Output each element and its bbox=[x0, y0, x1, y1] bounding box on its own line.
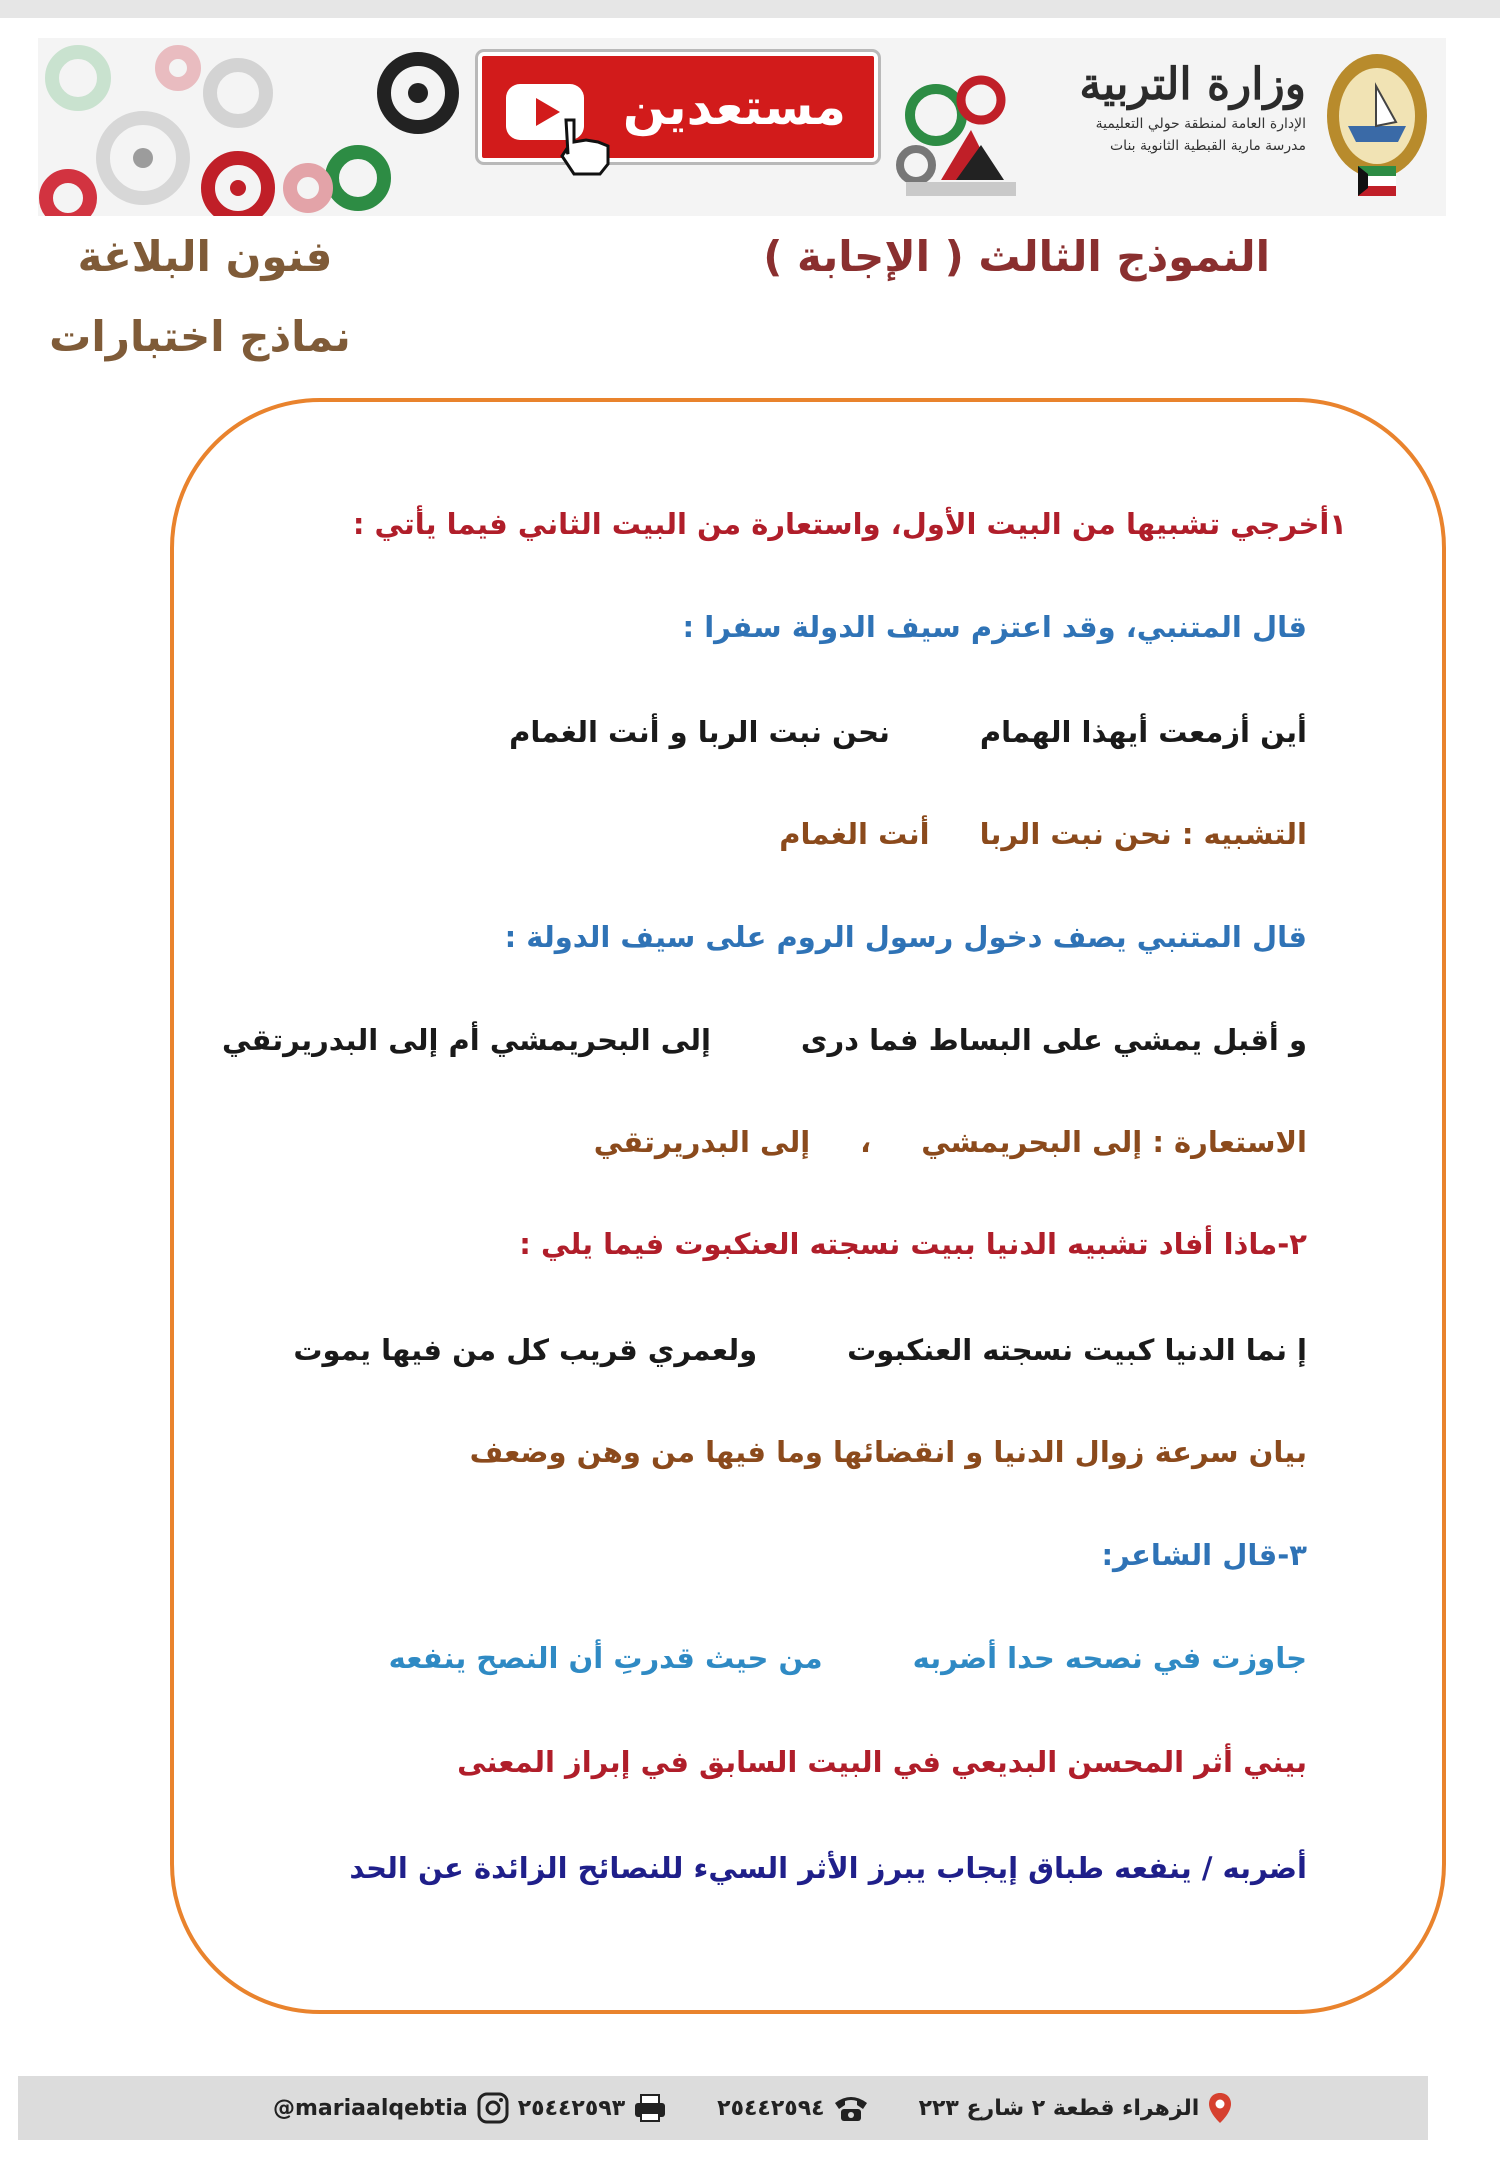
phone-icon bbox=[833, 2093, 869, 2123]
answer-2-prefix: الاستعارة : إلى البحريمشي bbox=[921, 1125, 1307, 1159]
verse-3-first-half: إ نما الدنيا كبيت نسجته العنكبوت bbox=[847, 1333, 1307, 1367]
verse-1-second-half: نحن نبت الربا و أنت الغمام bbox=[509, 715, 890, 749]
top-border bbox=[0, 0, 1500, 18]
instagram-icon bbox=[476, 2091, 510, 2125]
verse-4-first-half: جاوزت في نصحه حدا أضربه bbox=[912, 1641, 1307, 1675]
answer-1 bbox=[779, 814, 1307, 854]
footer-contacts bbox=[273, 2090, 1241, 2126]
answer-2-separator: ، bbox=[860, 1125, 872, 1159]
question-1-intro-2: قال المتنبي يصف دخول رسول الروم على سيف الدولة : bbox=[504, 920, 1307, 954]
answer-1-second: أنت الغمام bbox=[779, 817, 930, 851]
verse-2-first-half: و أقبل يمشي على البساط فما درى bbox=[800, 1023, 1307, 1057]
location-pin-icon bbox=[1207, 2091, 1233, 2125]
subject-title: فنون البلاغة bbox=[77, 232, 333, 281]
verse-1-first-half: أين أزمعت أيهذا الهمام bbox=[979, 715, 1307, 749]
answer-1-prefix: التشبيه : نحن نبت الربا bbox=[979, 817, 1307, 851]
address-text: الزهراء قطعة ٢ شارع ٢٢٣ bbox=[918, 2095, 1200, 2121]
instagram-handle[interactable]: @mariaalqebtia bbox=[273, 2095, 468, 2121]
verse-3 bbox=[293, 1330, 1307, 1370]
fax-number: ٢٥٤٤٢٥٩٣ bbox=[517, 2095, 626, 2121]
verse-4-second-half: من حيث قدرتِ أن النصح ينفعه bbox=[388, 1641, 823, 1675]
verse-4 bbox=[389, 1638, 1307, 1678]
kuwait-emblem-icon bbox=[1318, 46, 1436, 206]
subject-subtitle: نماذج اختبارات bbox=[49, 312, 351, 361]
answer-frame bbox=[170, 398, 1446, 2014]
page-title: النموذج الثالث ( الإجابة ) bbox=[763, 232, 1270, 281]
phone-number: ٢٥٤٤٢٥٩٤ bbox=[717, 2095, 825, 2121]
ministry-text bbox=[1006, 58, 1306, 154]
question-3-task: بيني أثر المحسن البديعي في البيت السابق في إبراز المعنى bbox=[457, 1745, 1307, 1779]
verse-2-second-half: إلى البحريمشي أم إلى البدريرتقي bbox=[222, 1023, 711, 1057]
answer-4: أضربه / ينفعه طباق إيجاب يبرز الأثر السيء للنصائح الزائدة عن الحد bbox=[349, 1851, 1307, 1885]
ministry-title: وزارة التربية bbox=[1079, 59, 1306, 110]
hand-cursor-icon bbox=[556, 116, 626, 176]
footer-bar bbox=[18, 2076, 1428, 2140]
question-1: ١أخرجي تشبيها من البيت الأول، واستعارة من البيت الثاني فيما يأتي : bbox=[352, 507, 1347, 541]
ministry-subtitle: الإدارة العامة لمنطقة حولي التعليمية bbox=[1095, 116, 1306, 132]
answer-3: بيان سرعة زوال الدنيا و انقضائها وما فيها من وهن وضعف bbox=[469, 1435, 1307, 1469]
verse-1 bbox=[509, 712, 1307, 752]
question-3: ٣-قال الشاعر: bbox=[1101, 1538, 1307, 1572]
verse-2 bbox=[222, 1020, 1307, 1060]
question-1-intro-1: قال المتنبي، وقد اعتزم سيف الدولة سفرا : bbox=[682, 610, 1307, 644]
gears-decoration-icon bbox=[38, 38, 468, 216]
fax-icon bbox=[633, 2093, 667, 2123]
subscribe-banner bbox=[478, 52, 878, 162]
header-banner bbox=[38, 38, 1446, 216]
verse-3-second-half: ولعمري قريب كل من فيها يموت bbox=[293, 1333, 758, 1367]
question-2: ٢-ماذا أفاد تشبيه الدنيا ببيت نسجته العنكبوت فيما يلي : bbox=[519, 1227, 1307, 1261]
answer-2 bbox=[594, 1122, 1307, 1162]
answer-2-second: إلى البدريرتقي bbox=[593, 1125, 811, 1159]
school-name: مدرسة مارية القبطية الثانوية بنات bbox=[1110, 138, 1306, 154]
youtube-label: مستعدين bbox=[622, 78, 846, 136]
